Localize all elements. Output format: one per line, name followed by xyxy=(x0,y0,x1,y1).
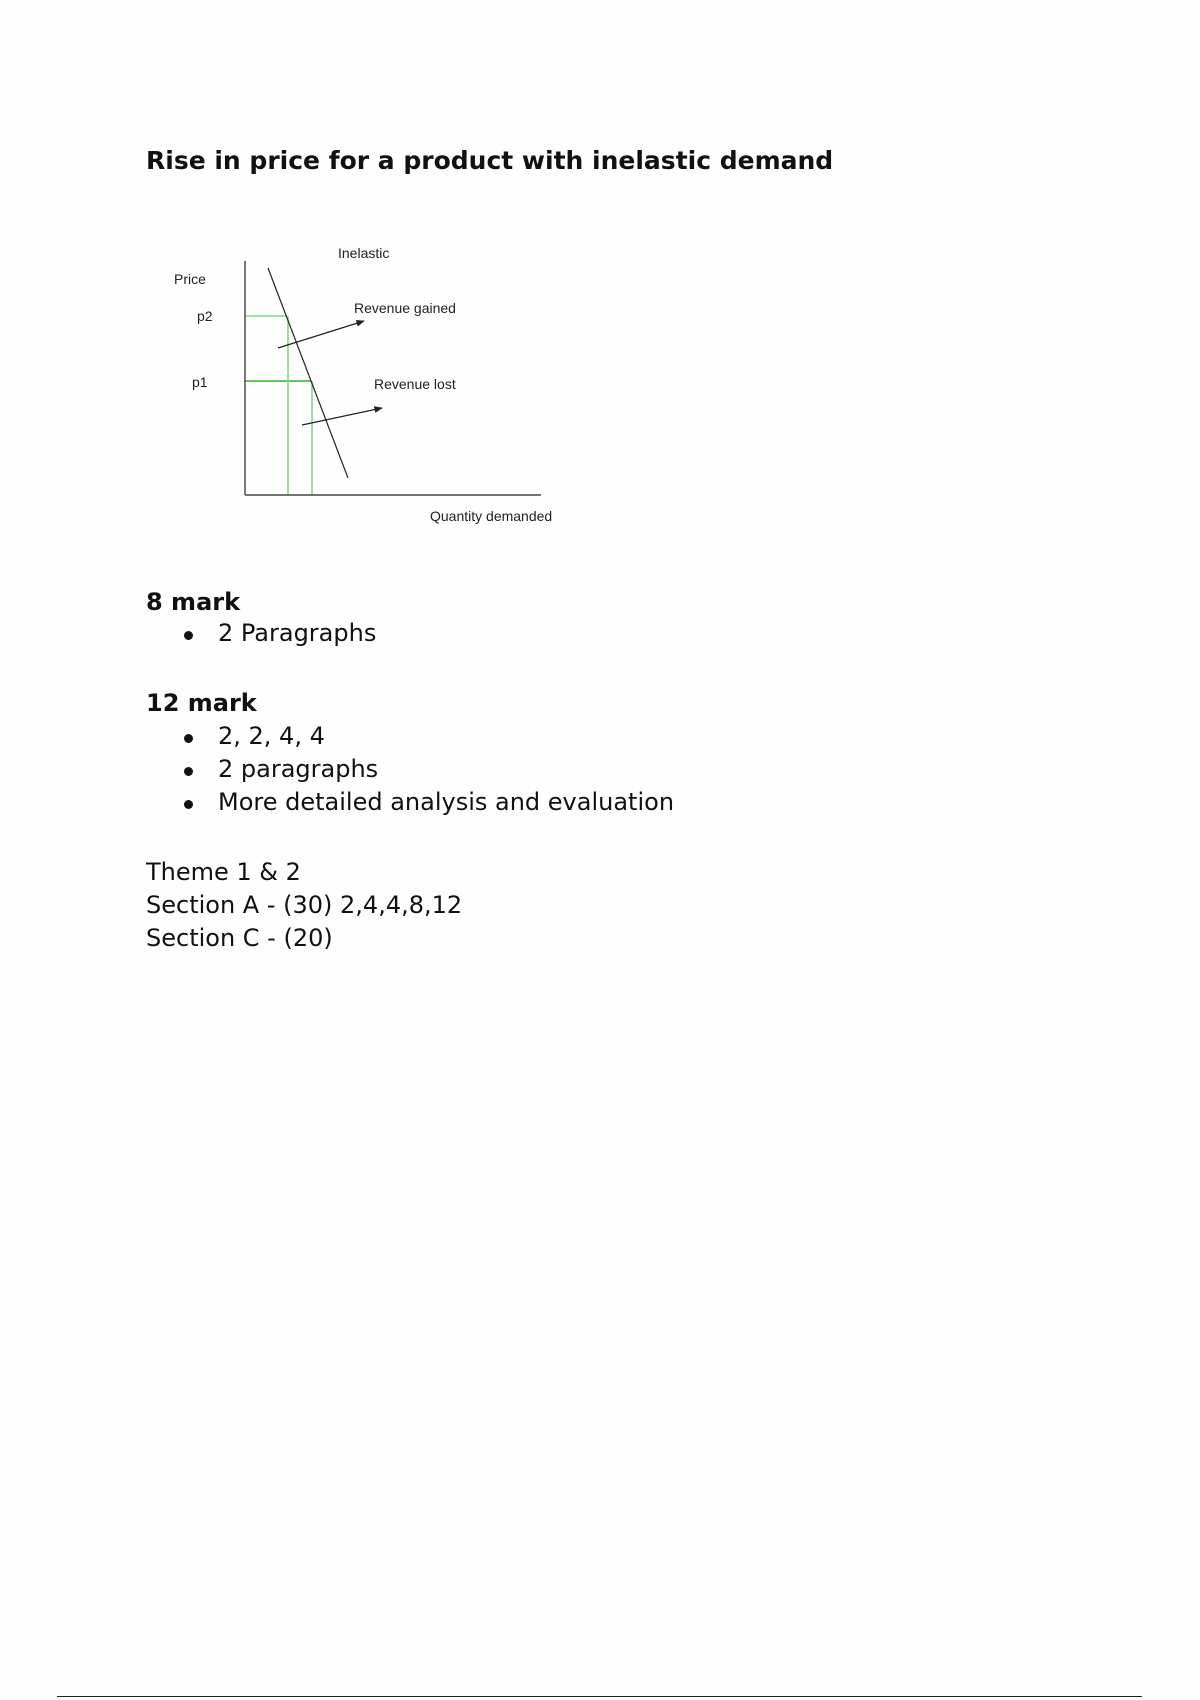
demand-curve xyxy=(268,268,348,478)
list-item: 2 paragraphs xyxy=(146,753,674,786)
page-heading: Rise in price for a product with inelastic demand xyxy=(146,146,834,175)
footer-divider xyxy=(57,1696,1142,1697)
revenue-gained-label: Revenue gained xyxy=(354,300,456,316)
eight-mark-list xyxy=(146,617,376,650)
list-item: More detailed analysis and evaluation xyxy=(146,786,674,819)
inelastic-demand-diagram xyxy=(145,215,725,530)
y-axis-label: Price xyxy=(174,271,206,287)
revenue-lost-arrow xyxy=(302,408,382,425)
revenue-gained-arrow xyxy=(278,321,364,348)
revenue-lost-label: Revenue lost xyxy=(374,376,456,392)
diagram-svg xyxy=(145,215,725,530)
eight-mark-heading: 8 mark xyxy=(146,588,241,616)
theme-line: Theme 1 & 2 xyxy=(146,858,301,886)
bullet-icon xyxy=(184,734,193,743)
section-a-line: Section A - (30) 2,4,4,8,12 xyxy=(146,891,463,919)
p1-label: p1 xyxy=(192,374,208,390)
bullet-icon xyxy=(184,800,193,809)
section-c-line: Section C - (20) xyxy=(146,924,333,952)
diagram-title: Inelastic xyxy=(338,245,390,261)
bullet-icon xyxy=(184,767,193,776)
x-axis-label: Quantity demanded xyxy=(430,508,553,524)
list-item: 2 Paragraphs xyxy=(146,617,376,650)
twelve-mark-heading: 12 mark xyxy=(146,689,257,717)
bullet-icon xyxy=(184,631,193,640)
twelve-mark-list xyxy=(146,720,674,819)
list-item: 2, 2, 4, 4 xyxy=(146,720,674,753)
p2-label: p2 xyxy=(197,308,213,324)
theme-notes xyxy=(146,856,462,955)
